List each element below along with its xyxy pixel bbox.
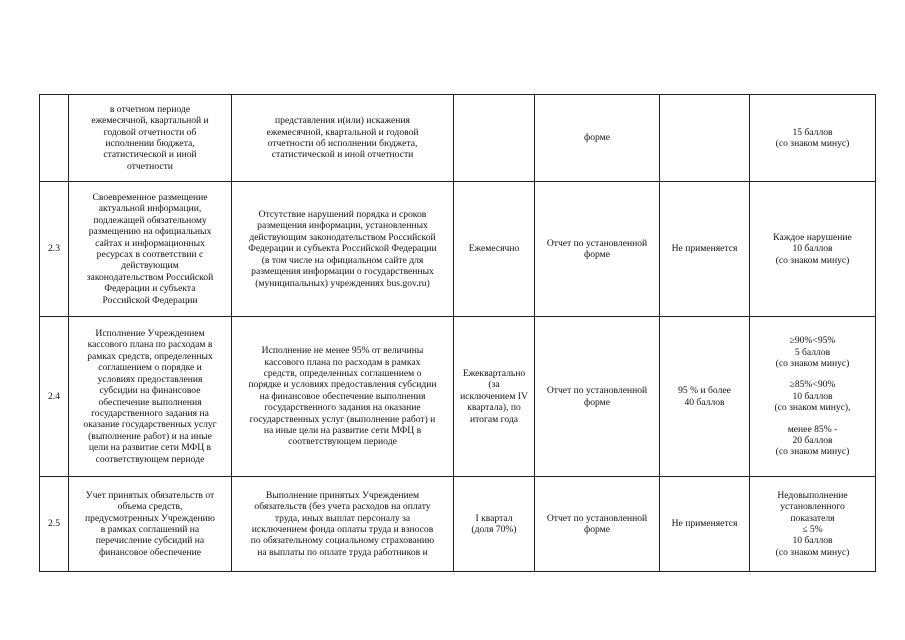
text-line: (со знаком минус) [775, 254, 850, 266]
text-line: форме [584, 249, 610, 260]
text-line: Федерации и субъекта Российской Федерации [248, 243, 437, 255]
indicator-score [750, 477, 876, 572]
indicator-name [69, 477, 232, 572]
text-line: законодательством Российской [86, 271, 214, 283]
score-line: (со знаком минус) [775, 446, 850, 458]
text-line: годовой отчетности об [103, 126, 197, 138]
text-line: цели на развитие сети МФЦ в [88, 442, 212, 454]
text-line: представления и(или) искажения [275, 115, 410, 127]
text-line: (муниципальных) учреждениях bus.gov.ru) [255, 277, 430, 289]
report-form [535, 95, 660, 182]
text-line: ежемесячной, квартальной и [91, 115, 209, 127]
text-line: в рамках соглашений на [100, 524, 200, 535]
text-line: Своевременное размещение [92, 191, 208, 203]
text-line: Отчет по установленной [546, 512, 648, 524]
text-line: Ежеквартально [462, 367, 526, 379]
indicator-condition [232, 317, 454, 477]
text-line: отчетности [127, 160, 173, 172]
text-line: ≤ 5% [802, 524, 823, 535]
indicator-score [750, 182, 876, 317]
text-line: соответствующем периоде [288, 436, 397, 448]
text-line: Учет принятых обязательств от [85, 489, 215, 501]
row-number: 2.5 [40, 477, 69, 572]
text-line: обязательств (без учета расходов на оплату [254, 501, 431, 513]
text-line: Не применяется [671, 243, 738, 255]
score-line: ≥90%<95% [789, 335, 836, 347]
text-line: отчетности об исполнении бюджета, [267, 138, 418, 149]
report-form [535, 317, 660, 477]
text-line: Федерации и субъекта [104, 283, 196, 295]
text-line: ежемесячной, квартальной и годовой [266, 126, 419, 138]
score-spacer [754, 414, 871, 424]
indicator-score [750, 95, 876, 182]
indicator-value [660, 95, 750, 182]
score-line: менее 85% - [787, 423, 838, 435]
reporting-period [454, 317, 535, 477]
text-line: Российской Федерации [102, 294, 198, 306]
indicator-name [69, 317, 232, 477]
score-line: (со знаком минус), [774, 402, 851, 414]
text-line: Ежемесячно [468, 243, 520, 255]
text-line: статистической и иной [103, 149, 197, 161]
text-line: субсидии на финансовое [99, 385, 201, 397]
text-line: (выполнение работ) и на иные [88, 430, 212, 442]
reporting-period [454, 477, 535, 572]
text-line: обеспечение выполнения [98, 396, 202, 408]
text-line: Каждое нарушение [773, 231, 852, 243]
text-line: сайтах и информационных [95, 237, 205, 249]
text-line: актуальной информации, [98, 203, 202, 215]
indicator-value [660, 182, 750, 317]
table-row [40, 477, 876, 572]
text-line: форме [584, 524, 610, 535]
text-line: (в том числе на официальном сайте для [261, 254, 424, 266]
text-line: объема средств, [117, 501, 183, 513]
criteria-table [39, 94, 876, 572]
text-line: Отсутствие нарушений порядка и сроков [258, 209, 427, 221]
text-line: 10 баллов [792, 535, 833, 547]
indicator-value [660, 477, 750, 572]
score-line: (со знаком минус) [775, 357, 850, 369]
text-line: государственных услуг (выполнение работ) и [249, 413, 436, 425]
text-line: (доля 70%) [471, 524, 517, 535]
text-line: исключением IV [460, 390, 528, 402]
text-line: перечисление субсидий на [95, 535, 205, 547]
text-line: (со знаком минус) [775, 546, 850, 558]
text-line: рамках средств, определенных [87, 350, 213, 362]
text-line: соглашением о порядке и [98, 362, 202, 374]
text-line: Исполнение Учреждением [95, 328, 205, 340]
table-row [40, 95, 876, 182]
text-line: предусмотренных Учреждению [85, 512, 215, 524]
text-line: средств, определенных соглашением о [263, 367, 422, 379]
indicator-value [660, 317, 750, 477]
text-line: финансовое обеспечение [98, 546, 202, 558]
indicator-condition [232, 477, 454, 572]
score-line: 10 баллов [792, 390, 833, 402]
score-spacer [754, 369, 871, 379]
text-line: форме [584, 396, 610, 408]
text-line: Исполнение не менее 95% от величины [261, 345, 424, 357]
report-form [535, 182, 660, 317]
indicator-name [69, 182, 232, 317]
text-line: действующим [121, 260, 179, 272]
text-line: Не применяется [671, 518, 738, 530]
text-line: установленного [780, 501, 845, 513]
text-line: на финансовое обеспечение выполнения [259, 390, 426, 402]
text-line: действующим законодательством Российской [249, 231, 436, 243]
text-line: по обязательному социальному страхованию [250, 535, 435, 547]
indicator-condition [232, 95, 454, 182]
row-number: 2.4 [40, 317, 69, 477]
text-line: в отчетном периоде [109, 103, 191, 115]
reporting-period [454, 182, 535, 317]
row-number [40, 95, 69, 182]
text-line: Выполнение принятых Учреждением [265, 489, 420, 501]
text-line: условиях предоставления [97, 373, 203, 385]
text-line: подлежащей обязательному [93, 214, 207, 226]
text-line: (за [488, 379, 500, 391]
text-line: размещению на официальных [88, 226, 212, 238]
text-line: I квартал [475, 512, 513, 524]
text-line: 95 % и более [678, 385, 731, 397]
text-line: Недовыполнение [777, 489, 848, 501]
text-line: форме [584, 132, 610, 144]
text-line: оказание государственных услуг [83, 419, 217, 431]
indicator-name [69, 95, 232, 182]
indicator-condition [232, 182, 454, 317]
text-line: государственного задания на [91, 407, 209, 419]
table-row [40, 182, 876, 317]
text-line: Отчет по установленной [546, 385, 648, 397]
table-row [40, 317, 876, 477]
score-line: 20 баллов [792, 435, 833, 447]
text-line: государственного задания на оказание [264, 402, 421, 414]
reporting-period [454, 95, 535, 182]
text-line: на выплаты по оплате труда работников и [257, 546, 428, 558]
text-line: 40 баллов [684, 396, 725, 408]
score-line: ≥85%<90% [789, 379, 836, 391]
text-line: Отчет по установленной [546, 237, 648, 249]
text-line: порядке и условиях предоставления субсидии [248, 379, 437, 391]
text-line: труда, иных выплат персоналу за [274, 512, 411, 524]
text-line: на иные цели на развитие сети МФЦ в [263, 425, 422, 437]
text-line: исполнении бюджета, [105, 138, 195, 149]
text-line: кассового плана по расходам в [87, 339, 213, 351]
text-line: исключением фонда оплаты труда и взносов [251, 524, 434, 535]
text-line: размещения информации о государственных [251, 266, 434, 278]
text-line: 10 баллов [792, 243, 833, 255]
text-line: итогам года [469, 413, 518, 425]
text-line: 15 баллов [792, 126, 833, 138]
text-line: (со знаком минус) [775, 138, 850, 149]
score-line: 5 баллов [794, 346, 831, 358]
text-line: соответствующем периоде [95, 453, 205, 465]
indicator-score [750, 317, 876, 477]
text-line: показателя [790, 512, 835, 524]
text-line: статистической и иной отчетности [271, 149, 414, 161]
row-number: 2.3 [40, 182, 69, 317]
text-line: ресурсах в соответствии с [96, 249, 204, 260]
report-form [535, 477, 660, 572]
text-line: кассового плана по расходам в рамках [264, 356, 421, 368]
text-line: квартала), по [467, 402, 521, 414]
text-line: размещения информации, установленных [257, 220, 428, 232]
